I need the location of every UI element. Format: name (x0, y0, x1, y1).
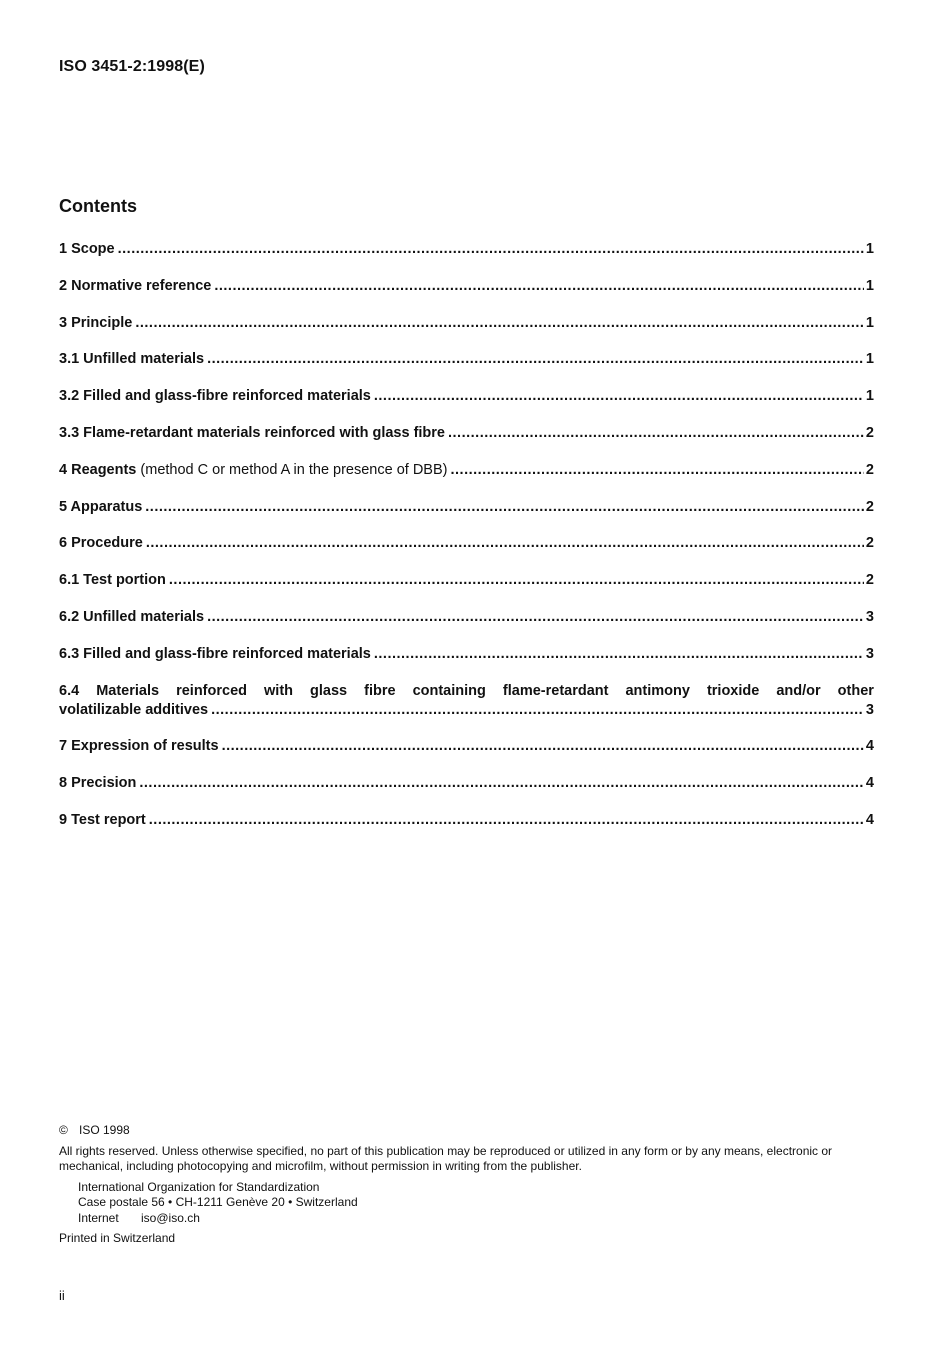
toc-entry-page: 1 (865, 277, 874, 294)
toc-entry-title-line2 (59, 701, 874, 720)
toc-leader-dots (135, 314, 864, 333)
toc-leader-dots (211, 701, 864, 720)
toc-word: fibre (364, 682, 396, 699)
toc-entry-page: 2 (865, 461, 874, 478)
toc-word: containing (412, 682, 486, 699)
toc-entry[interactable] (59, 498, 874, 517)
toc-entry[interactable] (59, 608, 874, 627)
toc-entry[interactable] (59, 277, 874, 296)
printed-in: Printed in Switzerland (59, 1231, 176, 1245)
toc-entry[interactable] (59, 240, 874, 259)
publisher-internet (78, 1211, 874, 1227)
toc-word: trioxide (706, 682, 760, 699)
toc-entry-title: 3 Principle (59, 314, 133, 331)
toc-leader-dots (374, 645, 864, 664)
toc-leader-dots (374, 387, 864, 406)
toc-entry-page: 2 (865, 572, 874, 589)
toc-entry[interactable] (59, 571, 874, 590)
publisher-address (59, 1180, 874, 1227)
copyright-year: ISO 1998 (79, 1123, 130, 1137)
toc-entry[interactable] (59, 774, 874, 793)
toc-word: glass (310, 682, 348, 699)
copyright-notice (59, 1123, 874, 1247)
toc-leader-dots (139, 774, 864, 793)
table-of-contents (59, 240, 874, 848)
toc-entry-page: 4 (865, 811, 874, 828)
toc-entry-title: 9 Test report (59, 811, 146, 828)
toc-entry-title: 2 Normative reference (59, 277, 212, 294)
toc-entry-page: 3 (865, 608, 874, 625)
toc-entry-title: 7 Expression of results (59, 738, 219, 755)
toc-entry-title-bold: 4 Reagents (59, 461, 137, 478)
toc-leader-dots (149, 811, 864, 830)
toc-entry-title: 6 Procedure (59, 535, 143, 552)
copyright-icon: © (59, 1123, 68, 1137)
toc-entry-title: 8 Precision (59, 775, 137, 792)
toc-word: antimony (625, 682, 690, 699)
toc-entry-title: 6.3 Filled and glass-fibre reinforced materials (59, 645, 371, 662)
toc-word: flame-retardant (502, 682, 609, 699)
toc-entry-page: 2 (865, 535, 874, 552)
toc-entry-title: 1 Scope (59, 241, 115, 257)
toc-entry-title: volatilizable additives (59, 701, 209, 718)
internet-label: Internet (78, 1210, 119, 1225)
publisher-org: International Organization for Standardization (78, 1179, 320, 1194)
toc-entry-title-line1 (59, 682, 874, 701)
toc-leader-dots (169, 571, 864, 590)
toc-entry-title: 3.3 Flame-retardant materials reinforced with glass fibre (59, 424, 445, 441)
toc-word: 6.4 (59, 682, 80, 699)
toc-word: and/or (776, 682, 821, 699)
toc-entry-title (59, 461, 450, 480)
copyright-line (59, 1123, 874, 1139)
toc-entry[interactable] (59, 350, 874, 369)
toc-entry-title: 3.2 Filled and glass-fibre reinforced materials (59, 388, 371, 405)
toc-leader-dots (448, 424, 864, 443)
toc-entry[interactable] (59, 737, 874, 756)
toc-entry[interactable] (59, 387, 874, 406)
toc-entry[interactable] (59, 424, 874, 443)
toc-entry-page: 1 (865, 388, 874, 405)
toc-entry-page: 1 (865, 314, 874, 331)
toc-leader-dots (222, 737, 864, 756)
toc-entry-page: 2 (865, 424, 874, 441)
toc-entry-title: 6.1 Test portion (59, 572, 166, 589)
toc-entry[interactable] (59, 682, 874, 720)
toc-word: with (264, 682, 294, 699)
toc-entry-page: 3 (865, 645, 874, 662)
publisher-postal: Case postale 56 • CH-1211 Genève 20 • Switzerland (78, 1195, 358, 1209)
contents-heading: Contents (59, 196, 137, 216)
toc-entry-page: 3 (865, 701, 874, 718)
toc-entry-title: 3.1 Unfilled materials (59, 351, 205, 368)
toc-entry-page: 4 (865, 738, 874, 755)
toc-entry-title: 6.2 Unfilled materials (59, 608, 205, 625)
toc-entry[interactable] (59, 314, 874, 333)
toc-leader-dots (207, 350, 864, 369)
toc-entry-page: 1 (865, 241, 874, 257)
toc-entry-page: 1 (865, 351, 874, 368)
toc-leader-dots (146, 534, 864, 553)
toc-entry-subtitle: (method C or method A in the presence of DBB) (140, 461, 448, 478)
toc-leader-dots (214, 277, 864, 296)
toc-leader-dots (207, 608, 864, 627)
toc-entry-page: 2 (865, 498, 874, 515)
toc-word: reinforced (176, 682, 247, 699)
toc-leader-dots (145, 498, 864, 517)
rights-statement: All rights reserved. Unless otherwise specified, no part of this publication may be reproduced or utilized in any form or by any means, electronic or mechanical, including photocopying and microfilm, without permission in writing from the publisher. (59, 1143, 833, 1173)
toc-leader-dots (450, 461, 863, 480)
toc-entry[interactable] (59, 461, 874, 480)
toc-entry[interactable] (59, 645, 874, 664)
internet-email-link[interactable]: iso@iso.ch (141, 1210, 200, 1225)
toc-entry-title: 5 Apparatus (59, 498, 143, 515)
document-id: ISO 3451-2:1998(E) (59, 58, 205, 75)
toc-entry[interactable] (59, 534, 874, 553)
toc-word: Materials (96, 682, 160, 699)
page-number: ii (59, 1288, 65, 1303)
toc-word: other (837, 682, 874, 699)
toc-entry[interactable] (59, 811, 874, 830)
toc-entry-page: 4 (865, 775, 874, 792)
toc-leader-dots (118, 240, 864, 259)
